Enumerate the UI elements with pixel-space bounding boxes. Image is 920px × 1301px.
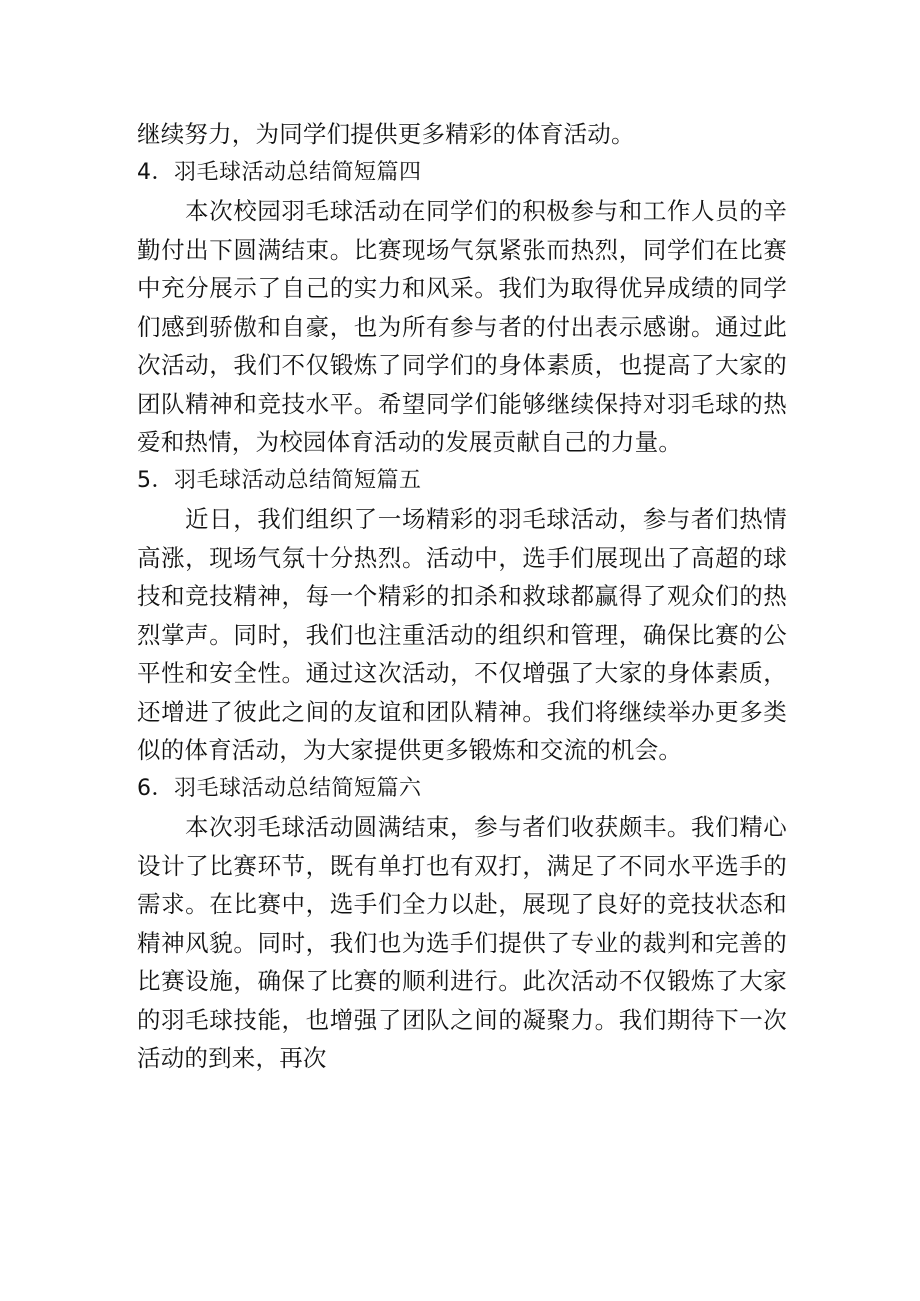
paragraph-section-4: 本次校园羽毛球活动在同学们的积极参与和工作人员的辛勤付出下圆满结束。比赛现场气氛紧张而热烈，同学们在比赛中充分展示了自己的实力和风采。我们为取得优异成绩的同学们感到骄傲和自豪，也为所有参与者的付出表示感谢。通过此次活动，我们不仅锻炼了同学们的身体素质，也提高了大家的团队精神和竞技水平。希望同学们能够继续保持对羽毛球的热爱和热情，为校园体育活动的发展贡献自己的力量。 xyxy=(137,197,787,456)
paragraph-section-6: 本次羽毛球活动圆满结束，参与者们收获颇丰。我们精心设计了比赛环节，既有单打也有双打，满足了不同水平选手的需求。在比赛中，选手们全力以赴，展现了良好的竞技状态和精神风貌。同时，我们也为选手们提供了专业的裁判和完善的比赛设施，确保了比赛的顺利进行。此次活动不仅锻炼了大家的羽毛球技能，也增强了团队之间的凝聚力。我们期待下一次活动的到来，再次 xyxy=(137,813,787,1072)
paragraph-continuation: 继续努力，为同学们提供更多精彩的体育活动。 xyxy=(137,120,635,148)
document-body xyxy=(137,115,787,1078)
section-heading-6: 6．羽毛球活动总结简短篇六 xyxy=(137,775,422,801)
section-heading-4: 4．羽毛球活动总结简短篇四 xyxy=(137,159,422,185)
paragraph-section-5: 近日，我们组织了一场精彩的羽毛球活动，参与者们热情高涨，现场气氛十分热烈。活动中，选手们展现出了高超的球技和竞技精神，每一个精彩的扣杀和救球都赢得了观众们的热烈掌声。同时，我们也注重活动的组织和管理，确保比赛的公平性和安全性。通过这次活动，不仅增强了大家的身体素质，还增进了彼此之间的友谊和团队精神。我们将继续举办更多类似的体育活动，为大家提供更多锻炼和交流的机会。 xyxy=(137,505,787,764)
section-heading-5: 5．羽毛球活动总结简短篇五 xyxy=(137,467,422,493)
